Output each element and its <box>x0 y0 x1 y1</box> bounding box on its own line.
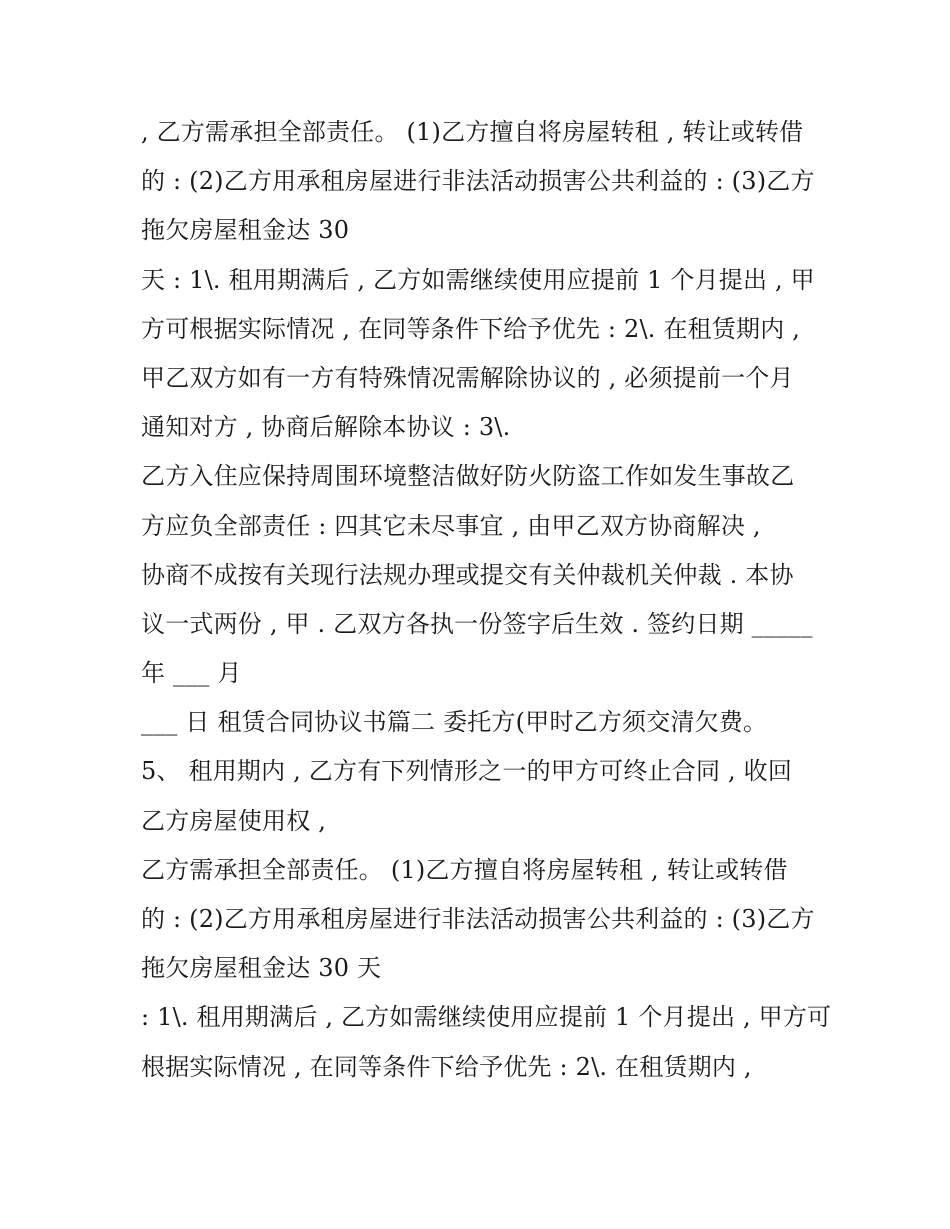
text-line: 乙方需承担全部责任。 (1)乙方擅自将房屋转租 , 转让或转借 <box>141 855 788 884</box>
text-line: 拖欠房屋租金达 30 <box>141 216 350 245</box>
text-line: 议一式两份 , 甲 . 乙双方各执一份签字后生效 . 签约日期 _____ <box>141 609 813 638</box>
text-line: 甲乙双方如有一方有特殊情况需解除协议的 , 必须提前一个月 <box>141 363 794 392</box>
text-line: ___ 日 租赁合同协议书篇二 委托方(甲时乙方须交清欠费。 <box>141 708 768 737</box>
text-line: 协商不成按有关现行法规办理或提交有关仲裁机关仲裁 . 本协 <box>141 560 794 589</box>
text-line: 5、 租用期内 , 乙方有下列情形之一的甲方可终止合同 , 收回 <box>141 757 793 786</box>
text-line: 通知对方 , 协商后解除本协议 : 3\. <box>141 413 511 442</box>
text-line: 天 : 1\. 租用期满后 , 乙方如需继续使用应提前 1 个月提出 , 甲 <box>141 265 815 294</box>
text-line: 乙方入住应保持周围环境整洁做好防火防盗工作如发生事故乙 <box>141 462 795 491</box>
text-line: , 乙方需承担全部责任。 (1)乙方擅自将房屋转租 , 转让或转借 <box>141 118 804 146</box>
text-line: 方应负全部责任 : 四其它未尽事宜 , 由甲乙双方协商解决 , <box>141 511 761 540</box>
text-line: 根据实际情况 , 在同等条件下给予优先 : 2\. 在租赁期内 , <box>141 1052 752 1081</box>
text-line: : 1\. 租用期满后 , 乙方如需继续使用应提前 1 个月提出 , 甲方可 <box>141 1003 832 1032</box>
document-body <box>141 108 832 1092</box>
text-line: 方可根据实际情况 , 在同等条件下给予优先 : 2\. 在租赁期内 , <box>141 314 801 343</box>
text-line: 的 : (2)乙方用承租房屋进行非法活动损害公共利益的 : (3)乙方 <box>141 905 815 933</box>
text-line: 乙方房屋使用权 , <box>141 806 327 835</box>
text-line: 拖欠房屋租金达 30 天 <box>141 954 382 983</box>
text-line: 的 : (2)乙方用承租房屋进行非法活动损害公共利益的 : (3)乙方 <box>141 167 815 196</box>
text-line: 年 ___ 月 <box>141 659 242 688</box>
